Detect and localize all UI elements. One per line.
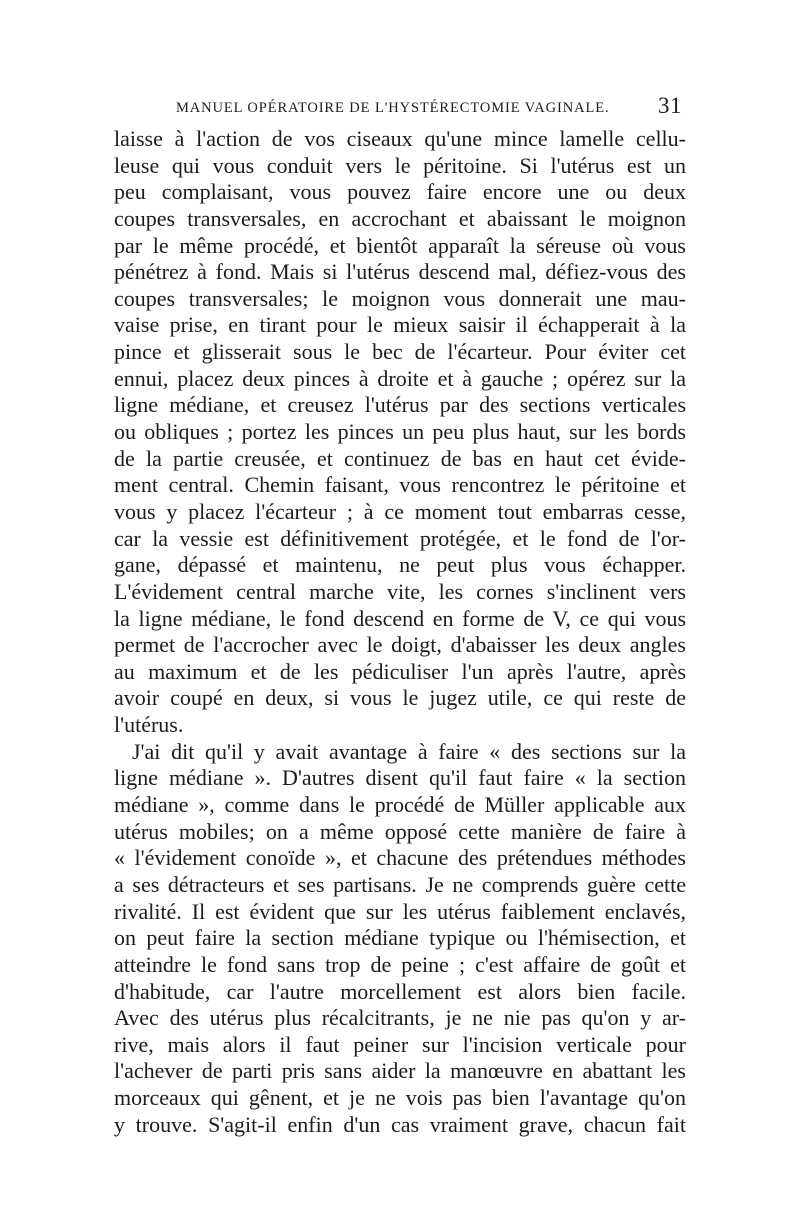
text-line: gane, dépassé et maintenu, ne peut plus vous échapper. (114, 552, 686, 578)
text-line: vous y placez l'écarteur ; à ce moment tout embarras cesse, (114, 498, 686, 524)
text-line: peu complaisant, vous pouvez faire encore une ou deux (114, 179, 686, 205)
page-number: 31 (658, 93, 682, 118)
body-text (114, 126, 686, 1138)
paragraph (114, 126, 686, 739)
text-line: ligne médiane ». D'autres disent qu'il faut faire « la section (114, 765, 686, 791)
running-title: MANUEL OPÉRATOIRE DE L'HYSTÉRECTOMIE VAGINALE. (176, 100, 610, 116)
text-line: médiane », comme dans le procédé de Müller applicable aux (114, 792, 686, 818)
text-line: la ligne médiane, le fond descend en forme de V, ce qui vous (114, 605, 686, 631)
text-line: coupes transversales; le moignon vous donnerait une mau- (114, 285, 686, 311)
text-line: pince et glisserait sous le bec de l'écarteur. Pour éviter cet (114, 339, 686, 365)
text-line: ligne médiane, et creusez l'utérus par des sections verticales (114, 392, 686, 418)
paragraph (114, 739, 686, 1139)
text-line: L'évidement central marche vite, les cornes s'inclinent vers (114, 578, 686, 604)
text-line: on peut faire la section médiane typique ou l'hémisection, et (114, 925, 686, 951)
text-line: pénétrez à fond. Mais si l'utérus descend mal, défiez-vous des (114, 259, 686, 285)
text-line: atteindre le fond sans trop de peine ; c'est affaire de goût et (114, 951, 686, 977)
text-line: rivalité. Il est évident que sur les utérus faiblement enclavés, (114, 898, 686, 924)
running-head (166, 93, 686, 123)
text-line: au maximum et de les pédiculiser l'un après l'autre, après (114, 658, 686, 684)
text-line: leuse qui vous conduit vers le péritoine. Si l'utérus est un (114, 152, 686, 178)
text-line: ment central. Chemin faisant, vous rencontrez le péritoine et (114, 472, 686, 498)
text-line: morceaux qui gênent, et je ne vois pas bien l'avantage qu'on (114, 1085, 686, 1111)
text-line: Avec des utérus plus récalcitrants, je ne nie pas qu'on y ar- (114, 1005, 686, 1031)
text-line: l'utérus. (114, 712, 184, 738)
text-line: y trouve. S'agit-il enfin d'un cas vraiment grave, chacun fait (114, 1111, 686, 1137)
text-line: vaise prise, en tirant pour le mieux saisir il échapperait à la (114, 312, 686, 338)
text-line: de la partie creusée, et continuez de bas en haut cet évide- (114, 445, 686, 471)
text-line: ou obliques ; portez les pinces un peu plus haut, sur les bords (114, 419, 686, 445)
text-line: car la vessie est définitivement protégée, et le fond de l'or- (114, 525, 686, 551)
text-line: l'achever de parti pris sans aider la manœuvre en abattant les (114, 1058, 686, 1084)
text-line: laisse à l'action de vos ciseaux qu'une mince lamelle cellu- (114, 126, 686, 151)
text-line: « l'évidement conoïde », et chacune des prétendues méthodes (114, 845, 686, 871)
text-line: par le même procédé, et bientôt apparaît la séreuse où vous (114, 232, 686, 258)
text-line: rive, mais alors il faut peiner sur l'incision verticale pour (114, 1031, 686, 1057)
text-line: a ses détracteurs et ses partisans. Je ne comprends guère cette (114, 871, 686, 897)
text-line: ennui, placez deux pinces à droite et à gauche ; opérez sur la (114, 365, 686, 391)
text-line: J'ai dit qu'il y avait avantage à faire « des sections sur la (132, 738, 686, 764)
text-line: utérus mobiles; on a même opposé cette manière de faire à (114, 818, 686, 844)
text-line: avoir coupé en deux, si vous le jugez utile, ce qui reste de (114, 685, 686, 711)
text-line: permet de l'accrocher avec le doigt, d'abaisser les deux angles (114, 632, 686, 658)
text-line: d'habitude, car l'autre morcellement est alors bien facile. (114, 978, 686, 1004)
text-line: coupes transversales, en accrochant et abaissant le moignon (114, 205, 686, 231)
